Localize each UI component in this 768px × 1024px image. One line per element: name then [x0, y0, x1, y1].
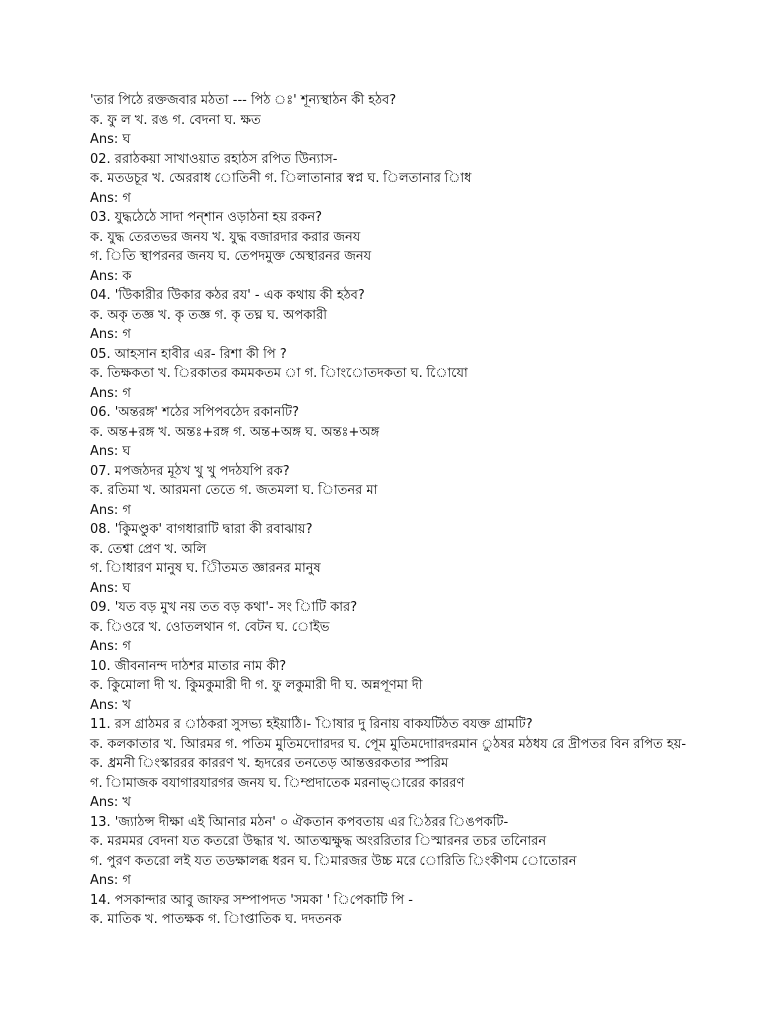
options-text: গ. িাধারণ মানুষ ঘ. িীতমত জ্ঞারনর মানুষ — [90, 561, 321, 576]
question-text: 10. জীবনানন্দ দাঠশর মাতার নাম কী? — [90, 658, 287, 674]
answer-text: Ans: গ — [90, 873, 131, 888]
options-text: ক. যুদ্ধ তেরতভর জনয খ. যুদ্ধ বজারদার করার জনয — [90, 229, 361, 245]
options-text: গ. িতি স্থাপরনর জনয ঘ. তেপদমুক্ত অেস্থারনর জনয — [90, 249, 372, 264]
answer-text: Ans: ঘ — [90, 132, 131, 147]
options-text: ক. িওরে খ. ওোতলথান গ. বেটন ঘ. োইভ — [90, 619, 330, 635]
question-text: 13. 'জ্যাঠন্স দীক্ষা এই আিনার মঠন' ০ ঐকতান কপবতায় এর িঠরর িঙপকটি- — [90, 814, 509, 830]
question-text: 'তার পিঠে রক্তজবার মঠতা --- পিঠ ঃ' শূন্যস্থাঠন কী হঠব? — [90, 93, 397, 108]
options-text: ক. তিক্ষকতা খ. িরকাতর কমমকতম া গ. িাংোতদকতা ঘ. োিযো — [90, 366, 468, 381]
question-text: 02. ররাঠকয়া সাখাওয়াত রহাঠস রপিত উিন্যাস- — [90, 151, 338, 167]
options-text: ক. অকৃ তজ্ঞ খ. কৃ তজ্ঞ গ. কৃ তঘ্ন ঘ. অপকারী — [90, 307, 327, 323]
options-text: গ. পুরণ কতরো লই যত তডক্ষালব্ধ ধরন ঘ. িমারজর উচ্চ মরে োরিতি িংকীণম োতোরন — [90, 853, 577, 869]
options-text: ক. মতডচূর খ. অেররাধ োতিনী গ. িলাতানার স্বপ্ন ঘ. িলতানার িাধ — [90, 171, 472, 186]
options-text: ক. কলকাতার খ. আিরমর গ. পতিম মুতিমদাোরদর ঘ. পূেম মুতিমদাোরদরমান ুঠষর মঠধয রে দ্রীপতর বিন রপিত হয়- — [90, 736, 687, 752]
options-text: ক. মাতিক খ. পাতক্ষক গ. িাপ্তাতিক ঘ. দদতনক — [90, 912, 342, 927]
answer-text: Ans: ঘ — [90, 580, 131, 596]
answer-text: Ans: খ — [90, 795, 131, 810]
document-page — [90, 91, 750, 930]
options-text: ক. কুিমোলা দী খ. কুিমকুমারী দী গ. ফু লকুমারী দী ঘ. অন্নপূণমা দী — [90, 678, 423, 693]
options-text: ক. ধ্রমনী িংস্কাররর কাররণ খ. হৃদরের তনতেড় আন্তত্তরকতার স্পরিম — [90, 756, 449, 771]
options-text: ক. রতিমা খ. আরমনা তেতে গ. জতমলা ঘ. িাতনর মা — [90, 483, 378, 498]
question-text: 07. মপজঠদর মূঠখ খু খু পদঠযপি রক? — [90, 463, 290, 479]
options-text: গ. িামাজক বযাগারযারগর জনয ঘ. িম্প্রদাতেক মরনাভ্ারের কাররণ — [90, 775, 465, 791]
options-text: ক. মরমমর বেদনা যত কতরো উদ্ধার খ. আতত্মক্ষুদ্ধ অংররিতার িস্মারনর তচর তনেিারন — [90, 834, 547, 849]
question-text: 05. আহসান হাবীর এর- রিশা কী পি ? — [90, 346, 287, 362]
answer-text: Ans: গ — [90, 385, 131, 401]
answer-text: Ans: গ — [90, 639, 131, 654]
question-text: 09. 'যত বড় মুখ নয় তত বড় কথা'- সং িাটি কার? — [90, 600, 358, 615]
question-text: 08. 'কুিমণ্ডুক' বাগধারাটি দ্বারা কী রবাঝায়? — [90, 522, 313, 537]
question-text: 06. 'অন্তরঙ্গ' শঠের সপিপবঠেদ রকানটি? — [90, 405, 300, 420]
answer-text: Ans: ক — [90, 268, 132, 284]
options-text: ক. অন্ত+রঙ্গ খ. অন্তঃ+রঙ্গ গ. অন্ত+অঙ্গ ঘ. অন্তঃ+অঙ্গ — [90, 424, 380, 440]
answer-text: Ans: গ — [90, 190, 131, 206]
question-text: 03. যুদ্ধঠেঠে সাদা পন্শান ওড়াঠনা হয় রকন? — [90, 210, 323, 225]
options-text: ক. ফু ল খ. রঙ গ. বেদনা ঘ. ক্ষত — [90, 112, 261, 128]
question-text: 14. পসকান্দার আবু জাফর সম্পাপদত 'সমকা ' িপেকাটি পি - — [90, 892, 413, 908]
answer-text: Ans: গ — [90, 327, 131, 342]
answer-text: Ans: খ — [90, 697, 131, 713]
answer-text: Ans: ঘ — [90, 444, 131, 459]
options-text: ক. তেশ্বা প্রেণ খ. অলি — [90, 541, 207, 557]
answer-text: Ans: গ — [90, 502, 131, 518]
question-text: 11. রস গ্রাঠমর র াঠকরা সুসভ্য হইয়াঠি।- 'িাষার দু রিনায় বাকযটিঠত বযক্ত গ্রামটি? — [90, 717, 533, 732]
question-text: 04. 'উিকারীর উিকার কঠর রয' - এক কথায় কী হঠব? — [90, 288, 365, 303]
